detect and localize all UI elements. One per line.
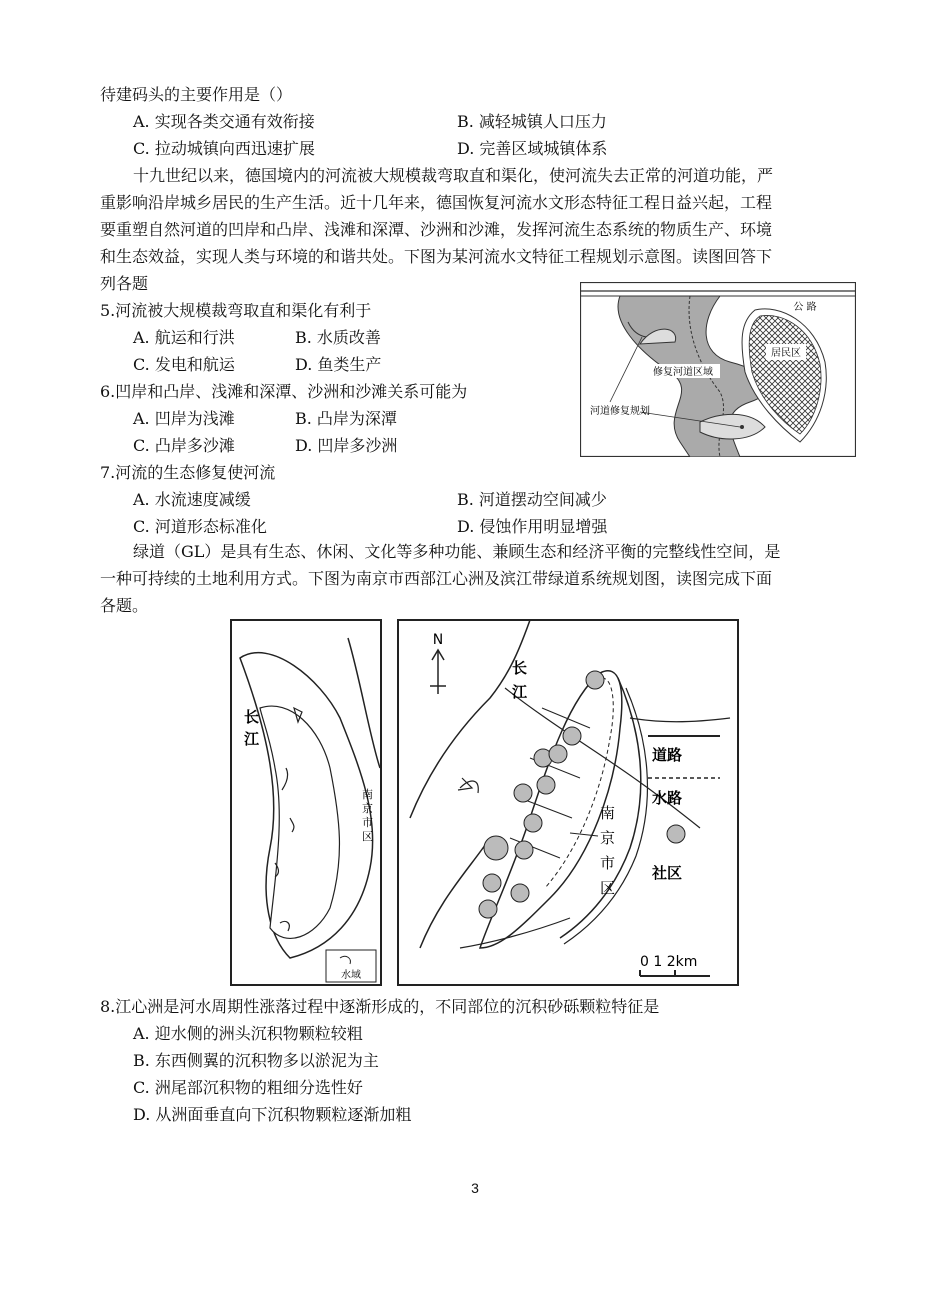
passage1-line-1: 十九世纪以来，德国境内的河流被大规模裁弯取直和渠化，使河流失去正常的河道功能，严 [133, 166, 774, 185]
q7-option-a: A. 水流速度减缓 [133, 490, 251, 509]
river-restoration-figure [580, 282, 856, 457]
passage1-line-2: 重影响沿岸城乡居民的生产生活。近十几年来，德国恢复河流水文形态特征工程日益兴起，工程 [100, 193, 773, 212]
right-map-river-label: 长江 [512, 659, 528, 701]
left-map-river-label: 长江 [244, 708, 260, 748]
q4-option-a: A. 实现各类交通有效衔接 [133, 112, 315, 131]
passage1-line-3: 要重塑自然河道的凹岸和凸岸、浅滩和深潭、沙洲和沙滩，发挥河流生态系统的物质生产、环境 [100, 220, 773, 239]
north-label: N [432, 632, 444, 648]
passage2-line-2: 一种可持续的土地利用方式。下图为南京市西部江心洲及滨江带绿道系统规划图，读图完成下面 [100, 569, 773, 588]
q8-option-b: B. 东西侧翼的沉积物多以淤泥为主 [133, 1051, 379, 1070]
legend-road: 道路 [652, 746, 683, 764]
right-map-city-label: 南京市区 [600, 804, 616, 897]
q5-option-c: C. 发电和航运 [133, 355, 235, 374]
q6-option-d: D. 凹岸多沙洲 [295, 436, 398, 455]
restore-zone-label: 修复河道区域 [653, 367, 713, 378]
passage2-line-1: 绿道（GL）是具有生态、休闲、文化等多种功能、兼顾生态和经济平衡的完整线性空间，是 [133, 542, 781, 561]
q4-option-b: B. 减轻城镇人口压力 [457, 112, 607, 131]
road-label: 公 路 [793, 302, 817, 313]
legend-water: 水路 [652, 789, 683, 807]
passage1-line-5: 列各题 [100, 274, 149, 293]
q5-option-a: A. 航运和行洪 [133, 328, 235, 347]
q6-option-a: A. 凹岸为浅滩 [133, 409, 235, 428]
page-number: 3 [471, 1180, 479, 1196]
q8-option-c: C. 洲尾部沉积物的粗细分选性好 [133, 1078, 363, 1097]
restore-plan-label: 河道修复规划 [590, 406, 650, 417]
passage2-line-3: 各题。 [100, 596, 149, 615]
q5-option-d: D. 鱼类生产 [295, 355, 382, 374]
q5-option-b: B. 水质改善 [295, 328, 381, 347]
q5-stem: 5.河流被大规模裁弯取直和渠化有利于 [100, 301, 372, 320]
q8-stem: 8.江心洲是河水周期性涨落过程中逐渐形成的，不同部位的沉积砂砾颗粒特征是 [100, 997, 660, 1016]
jiangxinzhou-figure [230, 618, 740, 988]
passage1-line-4: 和生态效益，实现人类与环境的和谐共处。下图为某河流水文特征工程规划示意图。读图回答下 [100, 247, 773, 266]
scale-label: 0 1 2km [640, 954, 698, 970]
q8-option-a: A. 迎水侧的洲头沉积物颗粒较粗 [133, 1024, 363, 1043]
q7-option-b: B. 河道摆动空间减少 [457, 490, 607, 509]
q6-option-c: C. 凸岸多沙滩 [133, 436, 235, 455]
q6-stem: 6.凹岸和凸岸、浅滩和深潭、沙洲和沙滩关系可能为 [100, 382, 468, 401]
q4-stem: 待建码头的主要作用是（） [100, 85, 293, 104]
left-map-city-label: 南京市区 [362, 788, 373, 843]
q7-option-d: D. 侵蚀作用明显增强 [457, 517, 608, 536]
q8-option-d: D. 从洲面垂直向下沉积物颗粒逐渐加粗 [133, 1105, 412, 1124]
legend-community: 社区 [652, 864, 683, 882]
q4-option-c: C. 拉动城镇向西迅速扩展 [133, 139, 315, 158]
q4-option-d: D. 完善区域城镇体系 [457, 139, 608, 158]
q6-option-b: B. 凸岸为深潭 [295, 409, 397, 428]
left-map-legend-water: 水域 [341, 970, 361, 981]
resident-area-label: 居民区 [771, 348, 801, 359]
q7-option-c: C. 河道形态标准化 [133, 517, 267, 536]
q7-stem: 7.河流的生态修复使河流 [100, 463, 276, 482]
